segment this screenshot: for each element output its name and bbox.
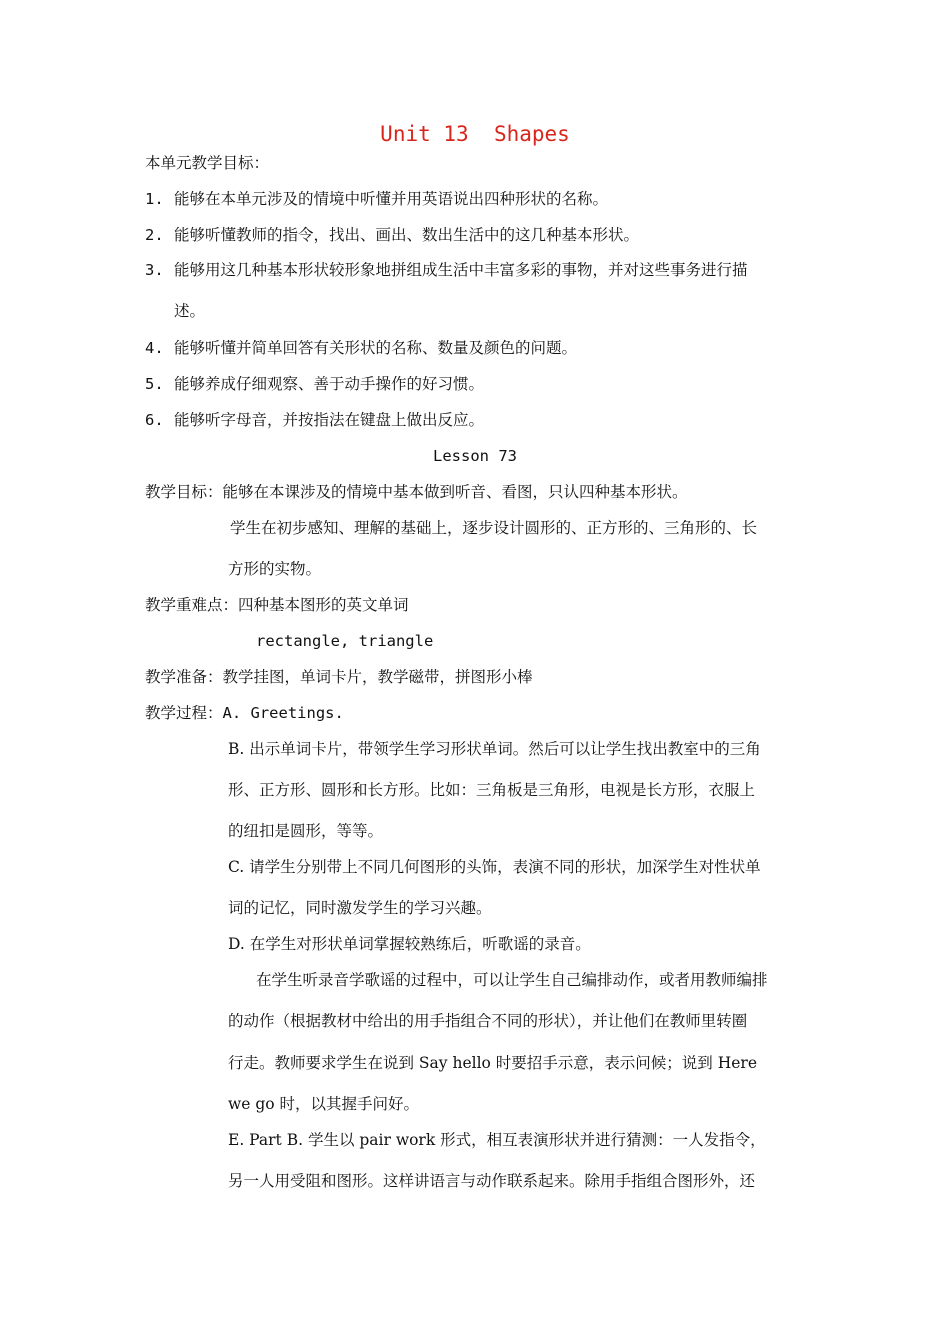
page-title: Unit 13 Shapes (380, 122, 570, 146)
process-label: 教学过程： (145, 704, 223, 722)
objectives-text: 学生在初步感知、理解的基础上，逐步设计圆形的、正方形的、三角形的、长 (230, 519, 758, 537)
process-step-d-paragraph: 在学生听录音学歌谣的过程中，可以让学生自己编排动作，或者用教师编排 (256, 971, 768, 989)
objectives-line (145, 482, 688, 502)
process-step-e: 另一人用受阻和图形。这样讲语言与动作联系起来。除用手指组合图形外，还 (228, 1172, 756, 1190)
key-points-words: rectangle, triangle (256, 632, 434, 650)
objectives-text: 方形的实物。 (228, 560, 322, 578)
key-points-text: 四种基本图形的英文单词 (238, 596, 409, 614)
process-step-b: 的纽扣是圆形，等等。 (228, 822, 384, 840)
process-step-c: 词的记忆，同时激发学生的学习兴趣。 (228, 899, 492, 917)
goal-text: 能够养成仔细观察、善于动手操作的好习惯。 (174, 375, 485, 393)
prep-line (145, 667, 533, 687)
goal-text: 能够听懂教师的指令，找出、画出、数出生活中的这几种基本形状。 (174, 226, 640, 244)
goal-text-continued: 述。 (174, 302, 206, 320)
goal-number: 5. (145, 375, 164, 393)
goal-text: 能够听字母音，并按指法在键盘上做出反应。 (174, 411, 485, 429)
process-step-a: A. Greetings. (222, 704, 344, 722)
goal-number: 4. (145, 339, 164, 357)
goal-text: 能够听懂并简单回答有关形状的名称、数量及颜色的问题。 (174, 339, 578, 357)
process-line (145, 703, 344, 723)
key-points-label: 教学重难点： (145, 596, 239, 614)
objectives-label: 教学目标： (145, 483, 223, 501)
process-step-b: B. 出示单词卡片，带领学生学习形状单词。然后可以让学生找出教室中的三角 (228, 740, 761, 758)
process-step-d-paragraph: we go 时，以其握手问好。 (228, 1095, 420, 1113)
goal-text: 能够在本单元涉及的情境中听懂并用英语说出四种形状的名称。 (174, 190, 609, 208)
process-step-d-paragraph: 的动作（根据教材中给出的用手指组合不同的形状），并让他们在教师里转圈 (228, 1012, 748, 1030)
process-step-c: C. 请学生分别带上不同几何图形的头饰，表演不同的形状，加深学生对性状单 (228, 858, 761, 876)
process-step-b: 形、正方形、圆形和长方形。比如：三角板是三角形，电视是长方形，衣服上 (228, 781, 756, 799)
prep-label: 教学准备： (145, 668, 223, 686)
goal-number: 6. (145, 411, 164, 429)
process-step-e: E. Part B. 学生以 pair work 形式，相互表演形状并进行猜测：一人发指令， (228, 1131, 766, 1149)
lesson-heading: Lesson 73 (433, 447, 517, 465)
prep-text: 教学挂图，单词卡片，教学磁带，拼图形小棒 (222, 668, 533, 686)
process-step-d-paragraph: 行走。教师要求学生在说到 Say hello 时要招手示意，表示问候；说到 Here (228, 1054, 757, 1072)
key-points-line (145, 595, 409, 615)
goal-number: 3. (145, 261, 164, 279)
objectives-text: 能够在本课涉及的情境中基本做到听音、看图，只认四种基本形状。 (222, 483, 688, 501)
goal-number: 1. (145, 190, 164, 208)
process-step-d: D. 在学生对形状单词掌握较熟练后，听歌谣的录音。 (228, 935, 591, 953)
goal-number: 2. (145, 226, 164, 244)
goal-text: 能够用这几种基本形状较形象地拼组成生活中丰富多彩的事物，并对这些事务进行描 (174, 261, 748, 279)
unit-goals-heading: 本单元教学目标： (145, 154, 270, 172)
